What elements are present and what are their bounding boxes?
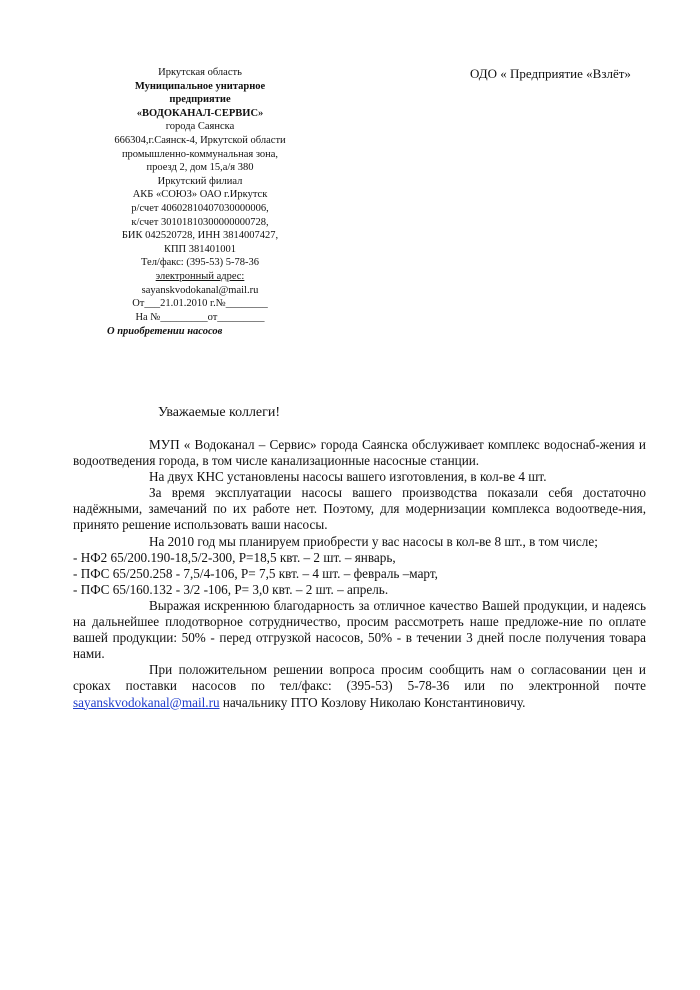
address-line-3: проезд 2, дом 15,а/я 380 xyxy=(146,162,254,174)
branch: Иркутский филиал xyxy=(157,175,243,187)
paragraph-4: На 2010 год мы планируем приобрести у вас насосы в кол-ве 8 шт., в том числе; xyxy=(149,533,598,549)
reference-line: На №_________от_________ xyxy=(135,311,265,323)
city: города Саянска xyxy=(165,121,235,133)
org-line-1: Муниципальное унитарное xyxy=(134,80,266,92)
letterhead xyxy=(100,66,300,324)
list-item: - НФ2 65/200.190-18,5/2-300, Р=18,5 квт. – 2 шт. – январь, xyxy=(73,549,396,565)
org-line-2: предприятие xyxy=(169,94,231,106)
date-line: От___21.01.2010 г.№________ xyxy=(132,298,268,310)
bik-inn: БИК 042520728, ИНН 3814007427, xyxy=(121,230,279,242)
email-link[interactable]: sayanskvodokanal@mail.ru xyxy=(73,694,220,710)
list-item: - ПФС 65/250.258 - 7,5/4-106, Р= 7,5 квт. – 4 шт. – февраль –март, xyxy=(73,565,438,581)
paragraph-5: Выражая искреннюю благодарность за отличное качество Вашей продукции, и надеясь на дальнейшее плодотворное сотрудничество, просим рассмотреть наше предложе-ние по оплате вашей продукции: 50% - перед отгрузкой насосов, 50% - в течении 3 дней после получения товара нами. xyxy=(73,597,646,662)
greeting: Уважаемые коллеги! xyxy=(158,405,281,420)
subject-line: О приобретении насосов xyxy=(107,326,223,337)
paragraph-1: МУП « Водоканал – Сервис» города Саянска обслуживает комплекс водоснаб-жения и водоотведения города, в том числе канализационные насосные станции. xyxy=(73,437,646,469)
letter-body xyxy=(73,437,646,711)
bank: АКБ «СОЮЗ» ОАО г.Иркутск xyxy=(132,189,268,201)
kpp: КПП 381401001 xyxy=(163,243,237,255)
paragraph-6 xyxy=(73,662,646,710)
email-label: электронный адрес: xyxy=(155,270,245,282)
corr-account: к/счет 30101810300000000728, xyxy=(131,216,269,228)
address-line-1: 666304,г.Саянск-4, Иркутской области xyxy=(114,134,286,146)
phone: Тел/факс: (395-53) 5-78-36 xyxy=(141,257,259,269)
address-line-2: промышленно-коммунальная зона, xyxy=(121,148,279,160)
list-item: - ПФС 65/160.132 - 3/2 -106, Р= 3,0 квт. – 2 шт. – апрель. xyxy=(73,581,389,597)
paragraph-6-text: При положительном решении вопроса просим сообщить нам о согласовании цен и сроках поставки насосов по тел/факс: (395-53) 5-78-36 или по электронной почте xyxy=(73,662,646,694)
paragraph-2: На двух КНС установлены насосы вашего изготовления, в кол-ве 4 шт. xyxy=(149,469,547,485)
paragraph-6-tail: начальнику ПТО Козлову Николаю Константиновичу. xyxy=(219,694,526,710)
letterhead-email: sayanskvodokanal@mail.ru xyxy=(141,284,259,296)
recipient: ОДО « Предприятие «Взлёт» xyxy=(470,66,631,81)
account: р/счет 40602810407030000006, xyxy=(131,202,269,214)
paragraph-3: За время эксплуатации насосы вашего производства показали себя достаточно надёжными, замечаний по их работе нет. Поэтому, для модернизации комплекса водоотведе-ния, принято решение использовать ваши насосы. xyxy=(73,485,646,533)
org-name: «ВОДОКАНАЛ-СЕРВИС» xyxy=(136,107,264,119)
region: Иркутская область xyxy=(158,67,242,78)
